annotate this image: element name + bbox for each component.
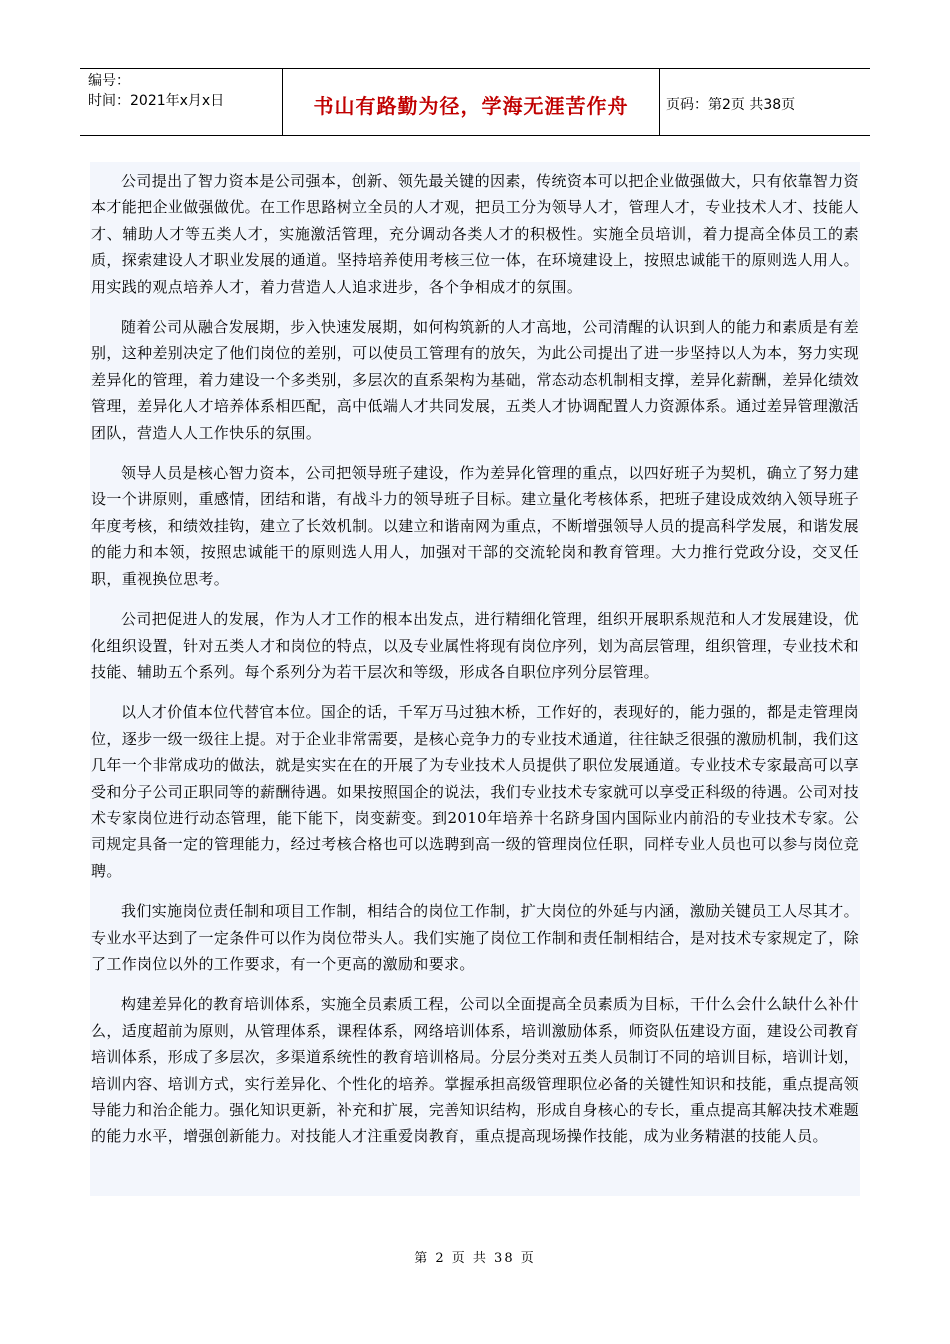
header-meta-cell	[80, 69, 283, 135]
document-header	[80, 68, 870, 136]
paragraph-3: 领导人员是核心智力资本，公司把领导班子建设，作为差异化管理的重点，以四好班子为契机，确立了努力建设一个讲原则，重感情，团结和谐，有战斗力的领导班子目标。建立量化考核体系，把班子建设成效纳入领导班子年度考核，和绩效挂钩，建立了长效机制。以建立和谐南网为重点，不断增强领导人员的提高科学发展，和谐发展的能力和本领，按照忠诚能干的原则选人用人，加强对干部的交流轮岗和教育管理。大力推行党政分设，交叉任职，重视换位思考。	[91, 464, 859, 588]
date-label: 时间：2021年x月x日	[88, 93, 225, 109]
paragraph-5: 以人才价值本位代替官本位。国企的话，千军万马过独木桥，工作好的，表现好的，能力强的，都是走管理岗位，逐步一级一级往上提。对于企业非常需要，是核心竞争力的专业技术通道，往往缺乏很强的激励机制，我们这几年一个非常成功的做法，就是实实在在的开展了为专业技术人员提供了职位发展通道。专业技术专家最高可以享受和分子公司正职同等的薪酬待遇。如果按照国企的说法，我们专业技术专家就可以享受正科级的待遇。公司对技术专家岗位进行动态管理，能下能下，岗变薪变。到2010年培养十名跻身国内国际业内前沿的专业技术专家。公司规定具备一定的管理能力，经过考核合格也可以选聘到高一级的管理岗位任职，同样专业人员也可以参与岗位竞聘。	[91, 703, 859, 880]
paragraph-2: 随着公司从融合发展期，步入快速发展期，如何构筑新的人才高地，公司清醒的认识到人的能力和素质是有差别，这种差别决定了他们岗位的差别，可以使员工管理有的放矢，为此公司提出了进一步坚持以人为本，努力实现差异化的管理，着力建设一个多类别，多层次的直系架构为基础，常态动态机制相支撑，差异化薪酬，差异化绩效管理，差异化人才培养体系相匹配，高中低端人才共同发展，五类人才协调配置人力资源体系。通过差异管理激活团队，营造人人工作快乐的氛围。	[91, 318, 859, 442]
paragraph-7: 构建差异化的教育培训体系，实施全员素质工程，公司以全面提高全员素质为目标，干什么会什么缺什么补什么，适度超前为原则，从管理体系，课程体系，网络培训体系，培训激励体系，师资队伍建设方面，建设公司教育培训体系，形成了多层次，多渠道系统性的教育培训格局。分层分类对五类人员制订不同的培训目标，培训计划，培训内容、培训方式，实行差异化、个性化的培养。掌握承担高级管理职位必备的关键性知识和技能，重点提高领导能力和治企能力。强化知识更新，补充和扩展，完善知识结构，形成自身核心的专长，重点提高其解决技术难题的能力水平，增强创新能力。对技能人才注重爱岗教育，重点提高现场操作技能，成为业务精湛的技能人员。	[91, 995, 859, 1146]
motto-title: 书山有路勤为径，学海无涯苦作舟	[313, 93, 629, 118]
document-body	[90, 162, 860, 1196]
paragraph-4: 公司把促进人的发展，作为人才工作的根本出发点，进行精细化管理，组织开展职系规范和人才发展建设，优化组织设置，针对五类人才和岗位的特点，以及专业属性将现有岗位序列，划为高层管理，组织管理，专业技术和技能、辅助五个系列。每个系列分为若干层次和等级，形成各自职位序列分层管理。	[91, 610, 859, 681]
header-motto-cell	[283, 69, 660, 135]
header-page-cell	[660, 69, 870, 135]
page-footer: 第 2 页 共 38 页	[414, 1251, 536, 1266]
serial-number-label: 编号：	[88, 73, 130, 89]
paragraph-6: 我们实施岗位责任制和项目工作制，相结合的岗位工作制，扩大岗位的外延与内涵，激励关键员工人尽其才。专业水平达到了一定条件可以作为岗位带头人。我们实施了岗位工作制和责任制相结合，是对技术专家规定了，除了工作岗位以外的工作要求，有一个更高的激励和要求。	[91, 902, 859, 973]
page-number-label: 页码：第2页 共38页	[666, 97, 796, 113]
paragraph-1: 公司提出了智力资本是公司强本，创新、领先最关键的因素，传统资本可以把企业做强做大，只有依靠智力资本才能把企业做强做优。在工作思路树立全员的人才观，把员工分为领导人才，管理人才，专业技术人才、技能人才、辅助人才等五类人才，实施激活管理，充分调动各类人才的积极性。实施全员培训，着力提高全体员工的素质，探索建设人才职业发展的通道。坚持培养使用考核三位一体，在环境建设上，按照忠诚能干的原则选人用人。用实践的观点培养人才，着力营造人人追求进步，各个争相成才的氛围。	[91, 172, 859, 296]
